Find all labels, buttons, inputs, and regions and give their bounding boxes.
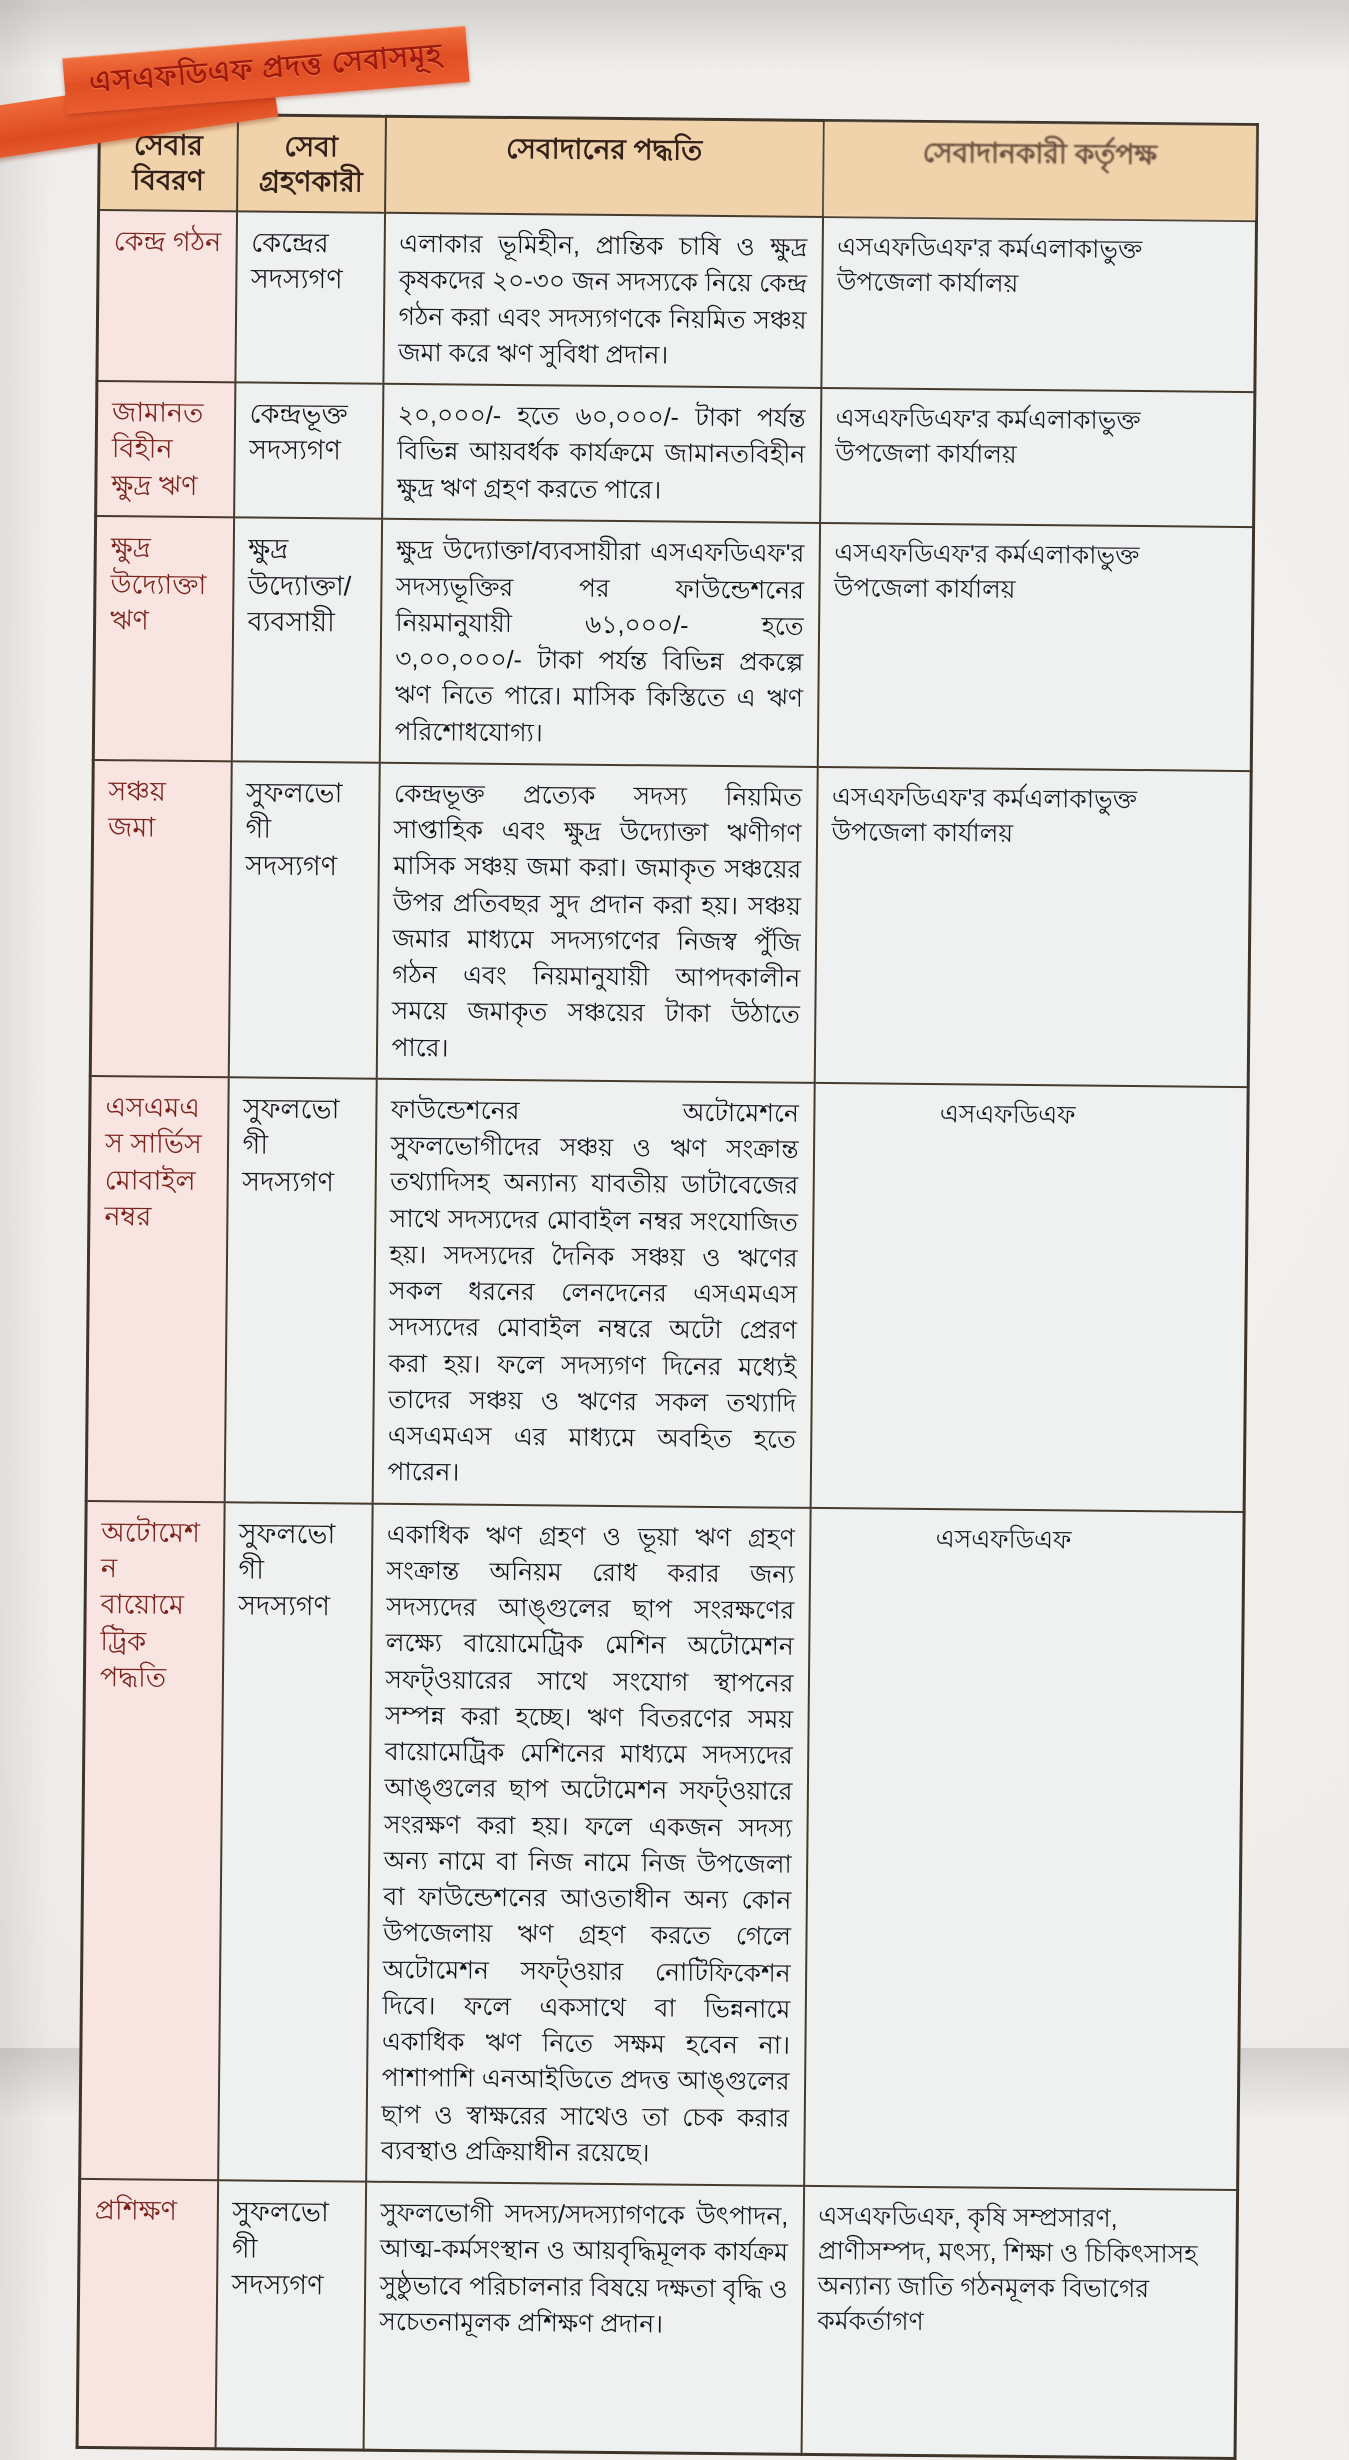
table-row xyxy=(96,381,1255,527)
recipient-cell: সুফলভোগী সদস্যগণ xyxy=(228,761,379,1078)
table-row xyxy=(77,2179,1238,2458)
header-service-authority: সেবাদানকারী কর্তৃপক্ষ xyxy=(823,120,1258,221)
service-cell: কেন্দ্র গঠন xyxy=(97,210,237,382)
recipient-cell: ক্ষুদ্র উদ্যোক্তা/ ব্যবসায়ী xyxy=(231,518,381,763)
authority-cell: এসএফডিএফ, কৃষি সম্প্রসারণ, প্রাণীসম্পদ, মৎস্য, শিক্ষা ও চিকিৎসাসহ অন্যান্য জাতি গঠনমূলক বিভাগের কর্মকর্তাগণ xyxy=(801,2186,1238,2458)
services-table-container xyxy=(76,112,1256,2460)
header-row xyxy=(99,114,1258,222)
service-cell: সঞ্চয় জমা xyxy=(90,760,231,1077)
header-service-recipient: সেবা গ্রহণকারী xyxy=(237,115,386,213)
method-cell: এলাকার ভূমিহীন, প্রান্তিক চাষি ও ক্ষুদ্র কৃষকদের ২০-৩০ জন সদস্যকে নিয়ে কেন্দ্র গঠন করা এবং সদস্যগণকে নিয়মিত সঞ্চয় জমা করে ঋণ সুবিধা প্রদান। xyxy=(383,213,823,388)
method-cell: সুফলভোগী সদস্য/সদস্যাগণকে উৎপাদন, আত্ম-কর্মসংস্থান ও আয়বৃদ্ধিমূলক কার্যক্রম সুষ্ঠুভাবে পরিচালনার বিষয়ে দক্ষতা বৃদ্ধি ও সচেতনামূলক প্রশিক্ষণ প্রদান। xyxy=(363,2182,804,2454)
method-cell: একাধিক ঋণ গ্রহণ ও ভূয়া ঋণ গ্রহণ সংক্রান্ত অনিয়ম রোধ করার জন্য সদস্যদের আঙ্গুলের ছাপ সংরক্ষণের লক্ষ্যে বায়োমেট্রিক মেশিন অটোমেশন সফট্‌ওয়ারের সাথে সংযোগ স্থাপনের সম্পন্ন করা হচ্ছে। ঋণ বিতরণের সময় বায়োমেট্রিক মেশিনের মাধ্যমে সদস্যদের আঙ্গুলের ছাপ অটোমেশন সফট্‌ওয়ারে সংরক্ষণ করা হয়। ফলে একজন সদস্য অন্য নামে বা নিজ নামে নিজ উপজেলা বা ফাউন্ডেশনের আওতাধীন অন্য কোন উপজেলায় ঋণ গ্রহণ করতে গেলে অটোমেশন সফট্‌ওয়ার নোটিফিকেশন দিবে। ফলে একসাথে বা ভিন্ননামে একাধিক ঋণ নিতে সক্ষম হবেন না।পাশাপাশি এনআইডিতে প্রদত্ত আঙ্গুলের ছাপ ও স্বাক্ষরের সাথেও তা চেক করার ব্যবস্থাও প্রক্রিয়াধীন রয়েছে। xyxy=(366,1503,810,2186)
services-table xyxy=(76,112,1259,2460)
table-row xyxy=(80,1501,1244,2191)
recipient-cell: কেন্দ্রের সদস্যগণ xyxy=(235,211,385,383)
table-row xyxy=(97,210,1257,392)
authority-cell: এসএফডিএফ xyxy=(804,1507,1244,2190)
recipient-cell: কেন্দ্রভূক্ত সদস্যগণ xyxy=(234,382,383,519)
service-cell: এসএমএস সার্ভিস মোবাইল নম্বর xyxy=(86,1076,228,1502)
service-cell: জামানতবিহীন ক্ষুদ্র ঋণ xyxy=(96,381,235,518)
method-cell: ফাউন্ডেশনের অটোমেশনে সুফলভোগীদের সঞ্চয় ও ঋণ সংক্রান্ত তথ্যাদিসহ অন্যান্য যাবতীয় ডাটাবেজের সাথে সদস্যদের মোবাইল নম্বর সংযোজিত হয়। সদস্যদের দৈনিক সঞ্চয় ও ঋণের সকল ধরনের লেনদেনের এসএমএস সদস্যদের মোবাইল নম্বরে অটো প্রেরণ করা হয়। ফলে সদস্যগণ দিনের মধ্যেই তাদের সঞ্চয় ও ঋণের সকল তথ্যাদি এসএমএস এর মাধ্যমে অবহিত হতে পারেন। xyxy=(372,1079,814,1508)
table-row xyxy=(86,1076,1248,1512)
header-service-method: সেবাদানের পদ্ধতি xyxy=(385,116,824,217)
service-cell: প্রশিক্ষণ xyxy=(77,2179,218,2448)
recipient-cell: সুফলভোগী সদস্যগণ xyxy=(224,1077,376,1503)
table-row xyxy=(93,516,1253,771)
authority-cell: এসএফডিএফ'র কর্মএলাকাভুক্ত উপজেলা কার্যালয় xyxy=(820,388,1255,527)
authority-cell: এসএফডিএফ'র কর্মএলাকাভুক্ত উপজেলা কার্যালয় xyxy=(814,767,1251,1087)
authority-cell: এসএফডিএফ'র কর্মএলাকাভুক্ত উপজেলা কার্যালয় xyxy=(817,523,1253,771)
method-cell: ২০,০০০/- হতে ৬০,০০০/- টাকা পর্যন্ত বিভিন্ন আয়বর্ধক কার্যক্রমে জামানতবিহীন ক্ষুদ্র ঋণ গ্রহণ করতে পারে। xyxy=(382,384,821,524)
recipient-cell: সুফলভোগী সদস্যগণ xyxy=(218,1502,373,2182)
recipient-cell: সুফলভোগী সদস্যগণ xyxy=(215,2180,366,2449)
authority-cell: এসএফডিএফ'র কর্মএলাকাভুক্ত উপজেলা কার্যালয় xyxy=(821,217,1257,392)
method-cell: কেন্দ্রভূক্ত প্রত্যেক সদস্য নিয়মিত সাপ্তাহিক এবং ক্ষুদ্র উদ্যোক্তা ঋণীগণ মাসিক সঞ্চয় জমা করা। জমাকৃত সঞ্চয়ের উপর প্রতিবছর সুদ প্রদান করা হয়। সঞ্চয় জমার মাধ্যমে সদস্যগণের নিজস্ব পুঁজি গঠন এবং নিয়মানুযায়ী আপদকালীন সময়ে জমাকৃত সঞ্চয়ের টাকা উঠাতে পারে। xyxy=(376,763,817,1083)
header-service-description: সেবার বিবরণ xyxy=(99,114,238,212)
table-row xyxy=(90,760,1251,1087)
authority-cell: এসএফডিএফ xyxy=(810,1083,1248,1512)
service-cell: ক্ষুদ্র উদ্যোক্তা ঋণ xyxy=(93,516,233,761)
service-cell: অটোমেশন বায়োমেট্রিক পদ্ধতি xyxy=(80,1501,225,2181)
method-cell: ক্ষুদ্র উদ্যোক্তা/ব্যবসায়ীরা এসএফডিএফ'র সদস্যভূক্তির পর ফাউন্ডেশনের নিয়মানুযায়ী ৬১,০০০/- হতে ৩,০০,০০০/- টাকা পর্যন্ত বিভিন্ন প্রকল্পে ঋণ নিতে পারে। মাসিক কিস্তিতে এ ঋণ পরিশোধযোগ্য। xyxy=(379,519,819,767)
page-title: এসএফডিএফ প্রদত্ত সেবাসমূহ xyxy=(88,38,444,99)
